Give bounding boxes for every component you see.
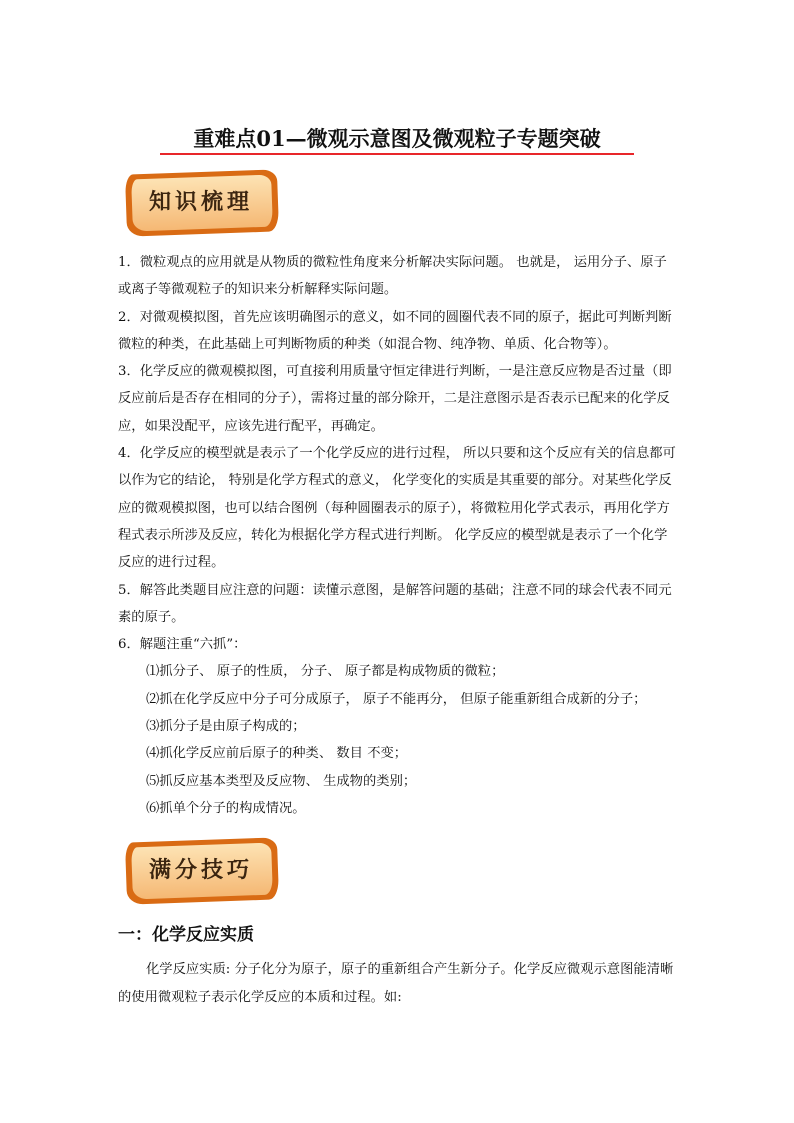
six-point-6: ⑹抓单个分子的构成情况。 bbox=[146, 800, 306, 816]
knowledge-body bbox=[118, 249, 678, 822]
section-heading: 一：化学反应实质 bbox=[118, 925, 254, 945]
six-point-2: ⑵抓在化学反应中分子可分成原子， 原子不能再分， 但原子能重新组合成新的分子； bbox=[146, 691, 647, 707]
six-point-1: ⑴抓分子、 原子的性质， 分子、 原子都是构成物质的微粒； bbox=[146, 664, 505, 680]
page-title bbox=[0, 122, 794, 156]
paragraph-3: 3．化学反应的微观模拟图，可直接利用质量守恒定律进行判断，一是注意反应物是否过量（即反应前后是否存在相同的分子），需将过量的部分除开，二是注意图示是否表示已配来的化学反应，如果没配平，应该先进行配平，再确定。 bbox=[118, 364, 672, 434]
paragraph-5: 5．解答此类题目应注意的问题：读懂示意图，是解答问题的基础；注意不同的球会代表不同元素的原子。 bbox=[118, 582, 672, 625]
knowledge-badge bbox=[126, 172, 280, 236]
skills-badge bbox=[126, 840, 280, 904]
six-point-3: ⑶抓分子是由原子构成的； bbox=[146, 719, 306, 735]
page-title-text: 重难点01—微观示意图及微观粒子专题突破 bbox=[193, 126, 601, 151]
paragraph-6: 6．解题注重“六抓”： bbox=[118, 637, 247, 653]
paragraph-4: 4．化学反应的模型就是表示了一个化学反应的进行过程， 所以只要和这个反应有关的信息都可以作为它的结论， 特别是化学方程式的意义， 化学变化的实质是其重要的部分。对某些化学反应的微观模拟图，也可以结合图例（每种圆圈表示的原子），将微粒用化学式表示，再用化学方程式表示所涉及反应，转化为根据化学方程式进行判断。 化学反应的模型就是表示了一个化学反应的进行过程。 bbox=[118, 446, 676, 571]
skills-badge-label: 满分技巧 bbox=[148, 858, 253, 883]
title-underline bbox=[160, 153, 634, 155]
paragraph-2: 2．对微观模拟图，首先应该明确图示的意义，如不同的圆圈代表不同的原子，据此可判断判断微粒的种类，在此基础上可判断物质的种类（如混合物、纯净物、单质、化合物等）。 bbox=[118, 309, 672, 352]
paragraph-1: 1．微粒观点的应用就是从物质的微粒性角度来分析解决实际问题。 也就是， 运用分子、原子或离子等微观粒子的知识来分析解释实际问题。 bbox=[118, 255, 667, 298]
six-point-4: ⑷抓化学反应前后原子的种类、 数目 不变； bbox=[146, 746, 408, 762]
section-intro: 化学反应实质: 分子化分为原子，原子的重新组合产生新分子。化学反应微观示意图能清晰的使用微观粒子表示化学反应的本质和过程。如: bbox=[118, 962, 674, 1005]
knowledge-badge-label: 知识梳理 bbox=[148, 190, 253, 215]
six-point-5: ⑸抓反应基本类型及反应物、 生成物的类别； bbox=[146, 773, 417, 789]
